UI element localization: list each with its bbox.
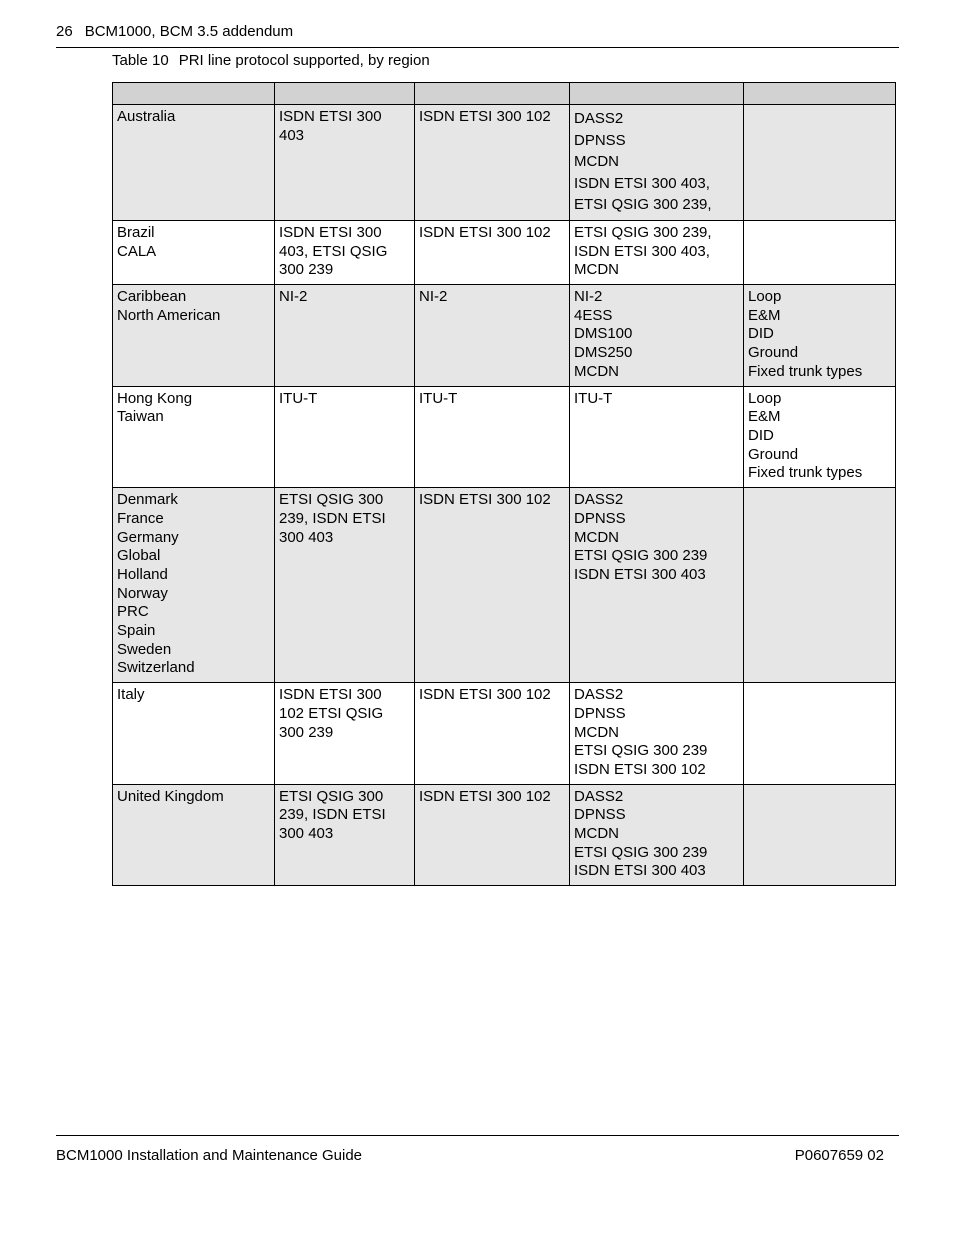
cell-line: 239, ISDN ETSI	[279, 509, 386, 527]
cell-line: Fixed trunk types	[748, 464, 863, 482]
cell-line: ITU-T	[419, 389, 458, 407]
cell-region	[113, 386, 275, 488]
cell-line: 403	[279, 126, 305, 144]
cell-line: ISDN ETSI 300 102	[419, 223, 551, 241]
cell-line: ETSI QSIG 300 239,	[574, 196, 712, 214]
cell-protocol-b	[415, 784, 570, 886]
cell-line: ISDN ETSI 300 403	[574, 862, 706, 880]
cell-line: Ground	[748, 445, 799, 463]
footer-document-number: P0607659 02	[794, 1147, 884, 1164]
cell-line: ISDN ETSI 300 102	[419, 787, 551, 805]
cell-protocols-supported	[570, 105, 744, 221]
cell-line: ETSI QSIG 300 239	[574, 742, 708, 760]
page-footer	[56, 1135, 899, 1165]
cell-line: 300 403	[279, 528, 334, 546]
cell-line: MCDN	[574, 362, 619, 380]
cell-line: Australia	[117, 108, 176, 125]
footer-guide-title: BCM1000 Installation and Maintenance Guide	[56, 1147, 363, 1164]
cell-line: Taiwan	[117, 408, 164, 426]
pri-protocol-table	[112, 82, 896, 886]
cell-trunk-types	[744, 285, 896, 387]
cell-line: Norway	[117, 584, 168, 602]
cell-protocols-supported	[570, 220, 744, 284]
table-row	[113, 220, 896, 284]
page-number: 26	[56, 23, 73, 40]
cell-line: Caribbean	[117, 288, 187, 306]
cell-line: DPNSS	[574, 806, 626, 824]
cell-line: DPNSS	[574, 704, 626, 722]
table-header-row	[113, 83, 896, 105]
cell-protocol-a	[275, 488, 415, 683]
header-cell	[275, 83, 415, 105]
header-cell	[744, 83, 896, 105]
cell-line: ISDN ETSI 300 403	[574, 565, 706, 583]
cell-trunk-types	[744, 220, 896, 284]
cell-line: MCDN	[574, 153, 619, 171]
table-row	[113, 386, 896, 488]
cell-protocols-supported	[570, 386, 744, 488]
cell-trunk-types	[744, 683, 896, 785]
cell-line: Loop	[748, 288, 782, 306]
cell-line: 4ESS	[574, 306, 613, 324]
cell-line: DMS250	[574, 344, 633, 362]
header-cell	[113, 83, 275, 105]
cell-line: PRC	[117, 603, 149, 621]
cell-line: ITU-T	[574, 389, 613, 407]
cell-line: DASS2	[574, 110, 624, 127]
table-caption	[112, 52, 430, 70]
cell-line: ITU-T	[279, 389, 318, 407]
table-row	[113, 784, 896, 886]
cell-line: Hong Kong	[117, 389, 193, 407]
cell-line: North American	[117, 306, 221, 324]
cell-line: ETSI QSIG 300 239	[574, 547, 708, 565]
cell-line: ETSI QSIG 300 239,	[574, 223, 712, 241]
table-body	[113, 105, 896, 886]
cell-protocols-supported	[570, 285, 744, 387]
cell-protocols-supported	[570, 784, 744, 886]
cell-region	[113, 683, 275, 785]
cell-trunk-types	[744, 488, 896, 683]
cell-line: NI-2	[574, 288, 603, 306]
cell-line: Denmark	[117, 491, 178, 509]
cell-line: Holland	[117, 565, 168, 583]
cell-line: ISDN ETSI 300	[279, 686, 382, 704]
cell-line: Switzerland	[117, 659, 195, 677]
cell-region	[113, 285, 275, 387]
cell-line: Germany	[117, 528, 179, 546]
cell-line: CALA	[117, 242, 157, 260]
cell-region	[113, 784, 275, 886]
cell-trunk-types	[744, 105, 896, 221]
cell-line: DASS2	[574, 491, 624, 509]
cell-line: 300 239	[279, 261, 334, 279]
cell-protocol-a	[275, 220, 415, 284]
cell-line: United Kingdom	[117, 787, 224, 805]
cell-protocol-a	[275, 784, 415, 886]
cell-line: France	[117, 509, 164, 527]
cell-line: ISDN ETSI 300 403,	[574, 174, 710, 192]
table-caption-text: PRI line protocol supported, by region	[178, 52, 430, 69]
cell-line: ISDN ETSI 300 102	[419, 108, 551, 125]
cell-line: Ground	[748, 344, 799, 362]
table-row	[113, 285, 896, 387]
cell-line: DID	[748, 427, 774, 444]
cell-trunk-types	[744, 784, 896, 886]
cell-line: MCDN	[574, 528, 619, 546]
cell-line: MCDN	[574, 825, 619, 843]
cell-protocols-supported	[570, 488, 744, 683]
cell-line: DPNSS	[574, 509, 626, 527]
cell-line: MCDN	[574, 261, 619, 279]
table-row	[113, 105, 896, 221]
cell-line: ISDN ETSI 300	[279, 223, 382, 241]
cell-line: ISDN ETSI 300 403,	[574, 242, 710, 260]
table-row	[113, 683, 896, 785]
cell-line: Loop	[748, 389, 782, 407]
cell-line: ISDN ETSI 300 102	[419, 686, 551, 704]
cell-line: 403, ETSI QSIG	[279, 242, 388, 260]
table-caption-label: Table 10	[112, 52, 169, 69]
cell-line: ETSI QSIG 300	[279, 491, 384, 509]
cell-protocol-a	[275, 285, 415, 387]
cell-protocol-b	[415, 683, 570, 785]
cell-line: 300 239	[279, 723, 334, 741]
cell-line: Fixed trunk types	[748, 362, 863, 380]
cell-line: E&M	[748, 306, 781, 324]
cell-line: ISDN ETSI 300	[279, 108, 382, 125]
cell-line: NI-2	[419, 288, 448, 306]
cell-line: DASS2	[574, 787, 624, 805]
cell-line: Spain	[117, 622, 156, 640]
cell-line: ISDN ETSI 300 102	[419, 491, 551, 509]
cell-protocol-b	[415, 220, 570, 284]
cell-region	[113, 105, 275, 221]
cell-line: DID	[748, 325, 774, 343]
cell-line: 239, ISDN ETSI	[279, 806, 386, 824]
header-cell	[570, 83, 744, 105]
cell-protocols-supported	[570, 683, 744, 785]
cell-line: ETSI QSIG 300	[279, 787, 384, 805]
cell-protocol-b	[415, 105, 570, 221]
cell-protocol-a	[275, 386, 415, 488]
cell-line: DPNSS	[574, 131, 626, 149]
running-title: BCM1000, BCM 3.5 addendum	[84, 23, 294, 40]
cell-region	[113, 220, 275, 284]
cell-line: DMS100	[574, 325, 633, 343]
cell-protocol-b	[415, 386, 570, 488]
cell-region	[113, 488, 275, 683]
cell-line: Brazil	[117, 223, 155, 241]
cell-protocol-a	[275, 683, 415, 785]
cell-protocol-b	[415, 285, 570, 387]
cell-line: ISDN ETSI 300 102	[574, 760, 706, 778]
cell-line: Italy	[117, 686, 145, 704]
cell-protocol-a	[275, 105, 415, 221]
cell-line: Sweden	[117, 640, 172, 658]
cell-line: MCDN	[574, 723, 619, 741]
cell-line: 300 403	[279, 825, 334, 843]
cell-trunk-types	[744, 386, 896, 488]
cell-line: 102 ETSI QSIG	[279, 704, 384, 722]
cell-protocol-b	[415, 488, 570, 683]
cell-line: NI-2	[279, 288, 308, 306]
header-cell	[415, 83, 570, 105]
cell-line: ETSI QSIG 300 239	[574, 843, 708, 861]
table-row	[113, 488, 896, 683]
cell-line: DASS2	[574, 686, 624, 704]
cell-line: Global	[117, 547, 161, 565]
page-header	[56, 23, 899, 48]
cell-line: E&M	[748, 408, 781, 426]
